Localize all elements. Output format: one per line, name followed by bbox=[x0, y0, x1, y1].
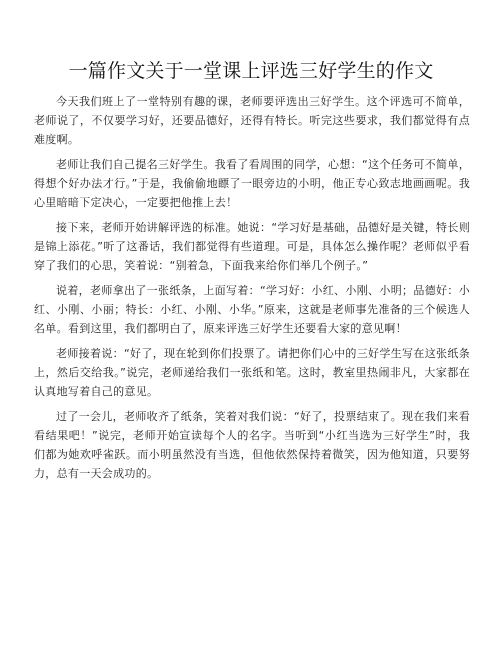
paragraph-3: 接下来，老师开始讲解评选的标准。她说：“学习好是基础，品德好是关键，特长则是锦上添花。”听了这番话，我们都觉得有些道理。可是，具体怎么操作呢？老师似乎看穿了我们的心思，笑着说：“别着急，下面我来给你们举几个例子。” bbox=[34, 221, 470, 272]
paragraph-4: 说着，老师拿出了一张纸条，上面写着：“学习好：小红、小刚、小明；品德好：小红、小刚、小丽；特长：小红、小刚、小华。”原来，这就是老师事先准备的三个候选人名单。看到这里，我们都明白了，原来评选三好学生还要看大家的意见啊！ bbox=[34, 284, 470, 335]
document-body bbox=[34, 92, 470, 489]
document-title: 一篇作文关于一堂课上评选三好学生的作文 bbox=[68, 60, 434, 82]
paragraph-5: 老师接着说：“好了，现在轮到你们投票了。请把你们心中的三好学生写在这张纸条上，然后交给我。”说完，老师递给我们一张纸和笔。这时，教室里热闹非凡，大家都在认真地写着自己的意见。 bbox=[34, 347, 470, 398]
paragraph-2: 老师让我们自己提名三好学生。我看了看周围的同学，心想：“这个任务可不简单，得想个好办法才行。”于是，我偷偷地瞟了一眼旁边的小明，他正专心致志地画画呢。我心里暗暗下定决心，一定要把他推上去！ bbox=[34, 158, 470, 209]
paragraph-1: 今天我们班上了一堂特别有趣的课，老师要评选出三好学生。这个评选可不简单，老师说了，不仅要学习好，还要品德好，还得有特长。听完这些要求，我们都觉得有点难度啊。 bbox=[34, 95, 470, 146]
paragraph-6: 过了一会儿，老师收齐了纸条，笑着对我们说：“好了，投票结束了。现在我们来看看结果吧！”说完，老师开始宣读每个人的名字。当听到“小红当选为三好学生”时，我们都为她欢呼雀跃。而小明虽然没有当选，但他依然保持着微笑，因为他知道，只要努力，总有一天会成功的。 bbox=[34, 410, 470, 480]
